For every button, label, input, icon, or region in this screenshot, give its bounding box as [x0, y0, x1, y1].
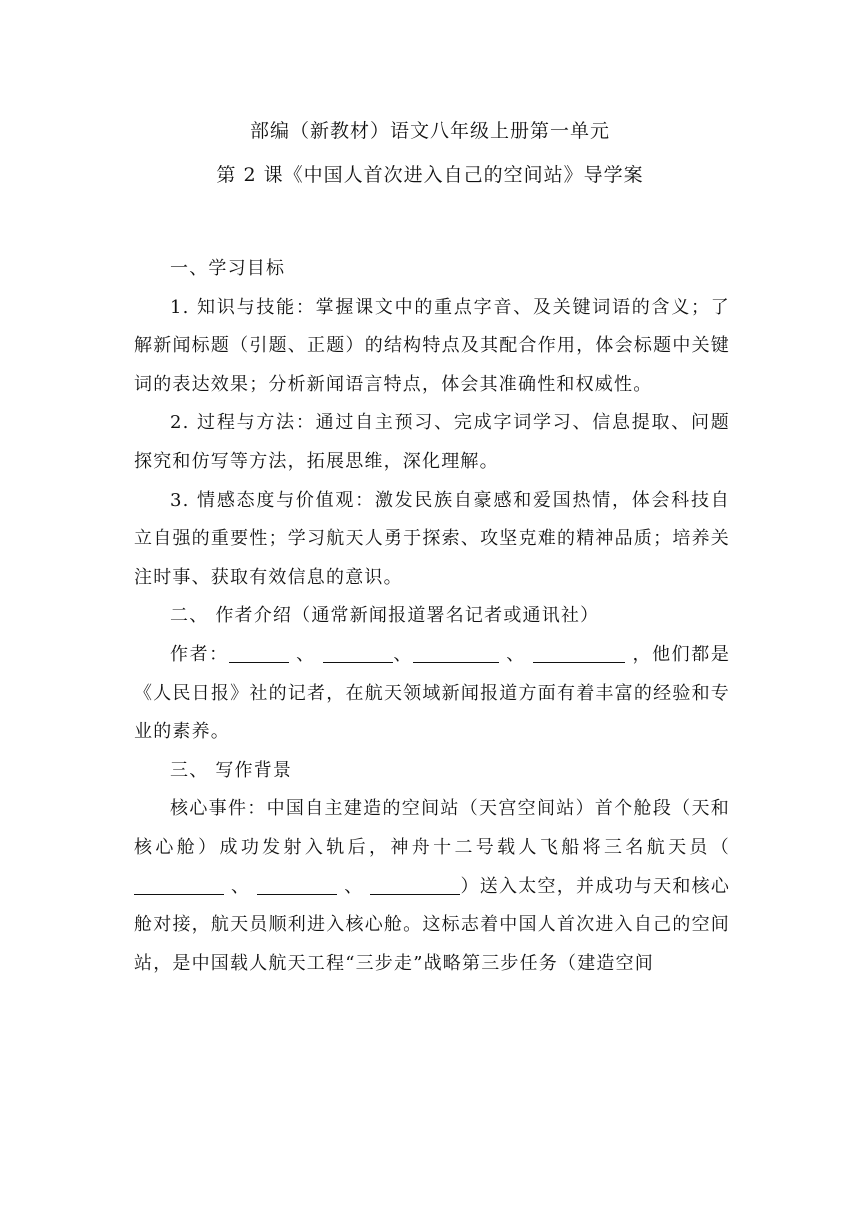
- background-paragraph: [134, 790, 730, 983]
- objective-emotion: 3. 情感态度与价值观：激发民族自豪感和爱国热情，体会科技自立自强的重要性；学习航天人勇于探索、攻坚克难的精神品质；培养关注时事、获取有效信息的意识。: [134, 489, 730, 588]
- author-blank-2[interactable]: [323, 640, 393, 663]
- document-title-line2: 第 2 课《中国人首次进入自己的空间站》导学案: [216, 164, 644, 186]
- astronaut-separator: 、: [230, 875, 251, 897]
- section1-heading: 一、学习目标: [170, 258, 286, 279]
- objective-process: 2. 过程与方法：通过自主预习、完成字词学习、信息提取、问题探究和仿写等方法，拓展思维，深化理解。: [134, 412, 730, 472]
- document-body: [134, 250, 730, 983]
- author-suffix: ，他们都是《人民日报》社的记者，在航天领域新闻报道方面有着丰富的经验和专业的素养。: [134, 643, 731, 743]
- astronaut-blank-2[interactable]: [257, 872, 337, 895]
- author-prefix: 作者：: [170, 643, 229, 665]
- section3-heading: 三、 写作背景: [170, 759, 293, 781]
- objective-knowledge: 1. 知识与技能：掌握课文中的重点字音、及关键词语的含义；了解新闻标题（引题、正题）的结构特点及其配合作用，体会标题中关键词的表达效果；分析新闻语言特点，体会其准确性和权威性。: [134, 296, 730, 395]
- astronaut-separator: 、: [344, 875, 364, 897]
- background-part1: 核心事件：中国自主建造的空间站（天宫空间站）首个舱段（天和核心舱）成功发射入轨后，神舟十二号载人飞船将三名航天员（: [134, 798, 730, 858]
- astronaut-blank-3[interactable]: [370, 872, 460, 895]
- author-separator: 、: [392, 643, 413, 665]
- author-blank-1[interactable]: [229, 640, 289, 663]
- author-paragraph: [134, 636, 730, 752]
- author-blank-4[interactable]: [533, 640, 625, 663]
- astronaut-blank-1[interactable]: [134, 872, 224, 895]
- background-part2: ）送入太空，并成功与天和核心舱对接，航天员顺利进入核心舱。这标志着中国人首次进入自己的空间站，是中国载人航天工程“三步走”战略第三步任务（建造空间: [134, 875, 731, 974]
- section2-heading: 二、 作者介绍（通常新闻报道署名记者或通讯社）: [170, 605, 600, 627]
- author-separator: 、: [296, 643, 316, 665]
- author-blank-3[interactable]: [413, 640, 499, 663]
- author-separator: 、: [506, 643, 526, 665]
- document-title-line1: 部编（新教材）语文八年级上册第一单元: [249, 120, 610, 142]
